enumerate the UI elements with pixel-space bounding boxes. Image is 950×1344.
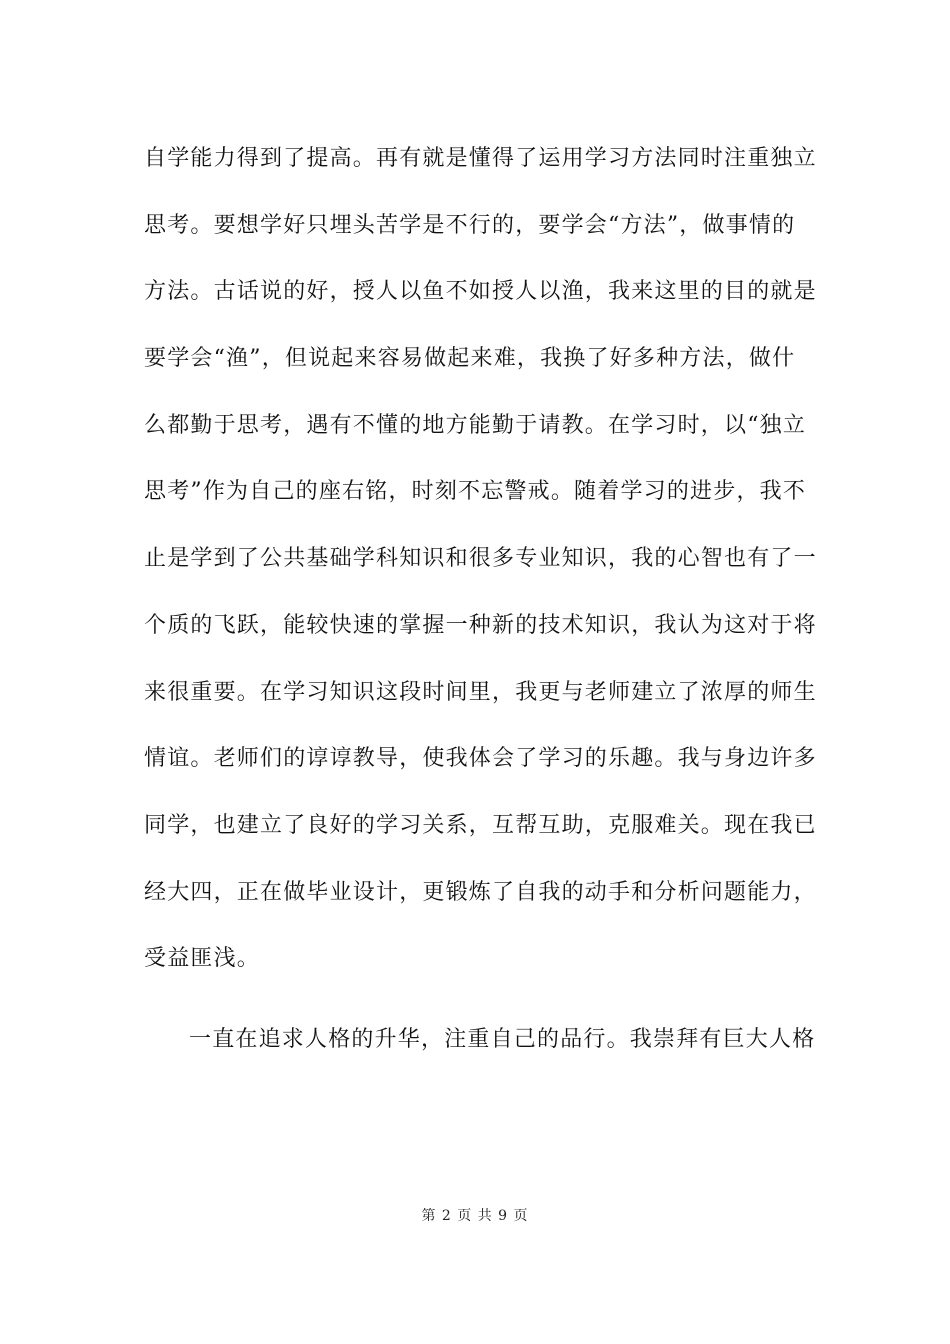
text-line: 个质的飞跃，能较快速的掌握一种新的技术知识，我认为这对于将 [144, 612, 817, 638]
text-line: 思考。要想学好只埋头苦学是不行的，要学会“方法”，做事情的 [144, 212, 796, 238]
text-line: 么都勤于思考，遇有不懂的地方能勤于请教。在学习时，以“独立 [144, 412, 807, 438]
body-text [144, 126, 817, 1074]
text-line: 受益匪浅。 [144, 946, 261, 972]
text-line: 经大四，正在做毕业设计，更锻炼了自我的动手和分析问题能力， [144, 879, 817, 905]
text-line: 方法。古话说的好，授人以鱼不如授人以渔，我来这里的目的就是 [144, 279, 817, 305]
text-line: 来很重要。在学习知识这段时间里，我更与老师建立了浓厚的师生 [144, 679, 817, 705]
paragraph-first-line: 一直在追求人格的升华，注重自己的品行。我崇拜有巨大人格 [189, 1026, 816, 1052]
text-line: 情谊。老师们的谆谆教导，使我体会了学习的乐趣。我与身边许多 [144, 746, 817, 772]
text-line: 同学，也建立了良好的学习关系，互帮互助，克服难关。现在我已 [144, 812, 817, 838]
text-line: 要学会“渔”，但说起来容易做起来难，我换了好多种方法，做什 [144, 346, 796, 372]
text-line: 自学能力得到了提高。再有就是懂得了运用学习方法同时注重独立 [144, 146, 817, 171]
text-line: 止是学到了公共基础学科知识和很多专业知识，我的心智也有了一 [144, 546, 817, 572]
text-line: 思考”作为自己的座右铭，时刻不忘警戒。随着学习的进步，我不 [144, 479, 807, 505]
page-number-footer: 第 2 页 共 9 页 [421, 1208, 529, 1224]
